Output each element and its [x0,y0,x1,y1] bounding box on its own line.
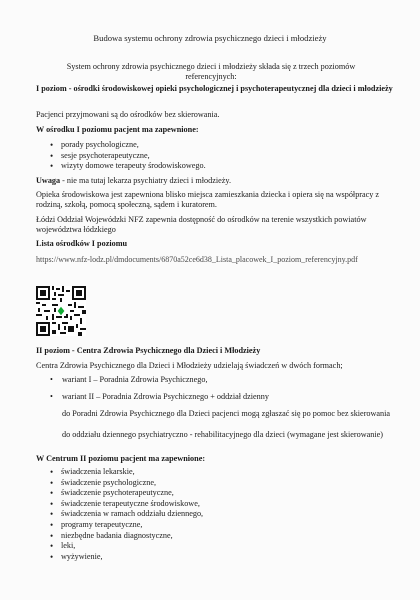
care-paragraph: Opieka środowiskowa jest zapewniona blisko miejsca zamieszkania dziecka i opiera się na współpracy z rodziną, szkołą, pomocą społeczną, sądem i kuratorem. [36,190,380,209]
attention-paragraph [36,176,398,186]
level1-list-heading: Lista ośrodków I poziomu [36,239,128,248]
list-item: • wyżywienie, [48,552,203,563]
list-item: • sesje psychoterapeutyczne, [48,151,206,162]
level2-heading: II poziom - Centra Zdrowia Psychicznego dla Dzieci i Młodzieży [36,346,261,355]
qr-code-icon [36,286,86,336]
level2-provides-list [48,467,203,562]
list-item: • świadczenia w ramach oddziału dziennego, [48,509,203,520]
variant1-item: • wariant I – Poradnia Zdrowia Psychicznego, [62,375,208,384]
attention-text: - nie ma tutaj lekarza psychiatry dzieci i młodzieży. [60,176,231,185]
attention-label: Uwaga [36,176,61,185]
variant2-item: • wariant II – Poradnia Zdrowia Psychicznego + oddział dzienny [62,392,269,401]
level2-intro: Centra Zdrowia Psychicznego dla Dzieci i Młodzieży udzielają świadczeń w dwóch formach; [36,361,343,370]
variant2-detail1: do Poradni Zdrowia Psychicznego dla Dzieci pacjenci mogą zgłaszać się po pomoc bez skierowania [62,409,391,418]
list-item: • wizyty domowe terapeuty środowiskowego. [48,161,206,172]
list-item: • programy terapeutyczne, [48,520,203,531]
document-title: Budowa systemu ochrony zdrowia psychicznego dzieci i młodzieży [93,33,327,43]
list-item: • świadczenie psychoterapeutyczne, [48,488,203,499]
level1-provides-list [48,140,206,172]
level1-heading: I poziom - ośrodki środowiskowej opieki psychologicznej i psychoterapeutycznej dla dzieci i młodzieży [36,84,393,93]
level1-provides-heading: W ośrodku I poziomu pacjent ma zapewnione: [36,125,199,134]
list-item: • niezbędne badania diagnostyczne, [48,531,203,542]
nfz-paragraph: Łódzi Oddział Wojewódzki NFZ zapewnia dostępność do ośrodków na terenie wszystkich powiatów województwa łódzkiego [36,215,367,234]
list-item: • leki, [48,541,203,552]
list-item: • porady psychologiczne, [48,140,206,151]
level2-provides-heading: W Centrum II poziomu pacjent ma zapewnione: [36,454,206,463]
level1-list-link[interactable]: https://www.nfz-lodz.pl/dmdocuments/6870a52ce6d38_Lista_placowek_I_poziom_referencyjny.pdf [36,255,358,264]
level1-note: Pacjenci przyjmowani są do ośrodków bez skierowania. [36,110,220,119]
list-item: • świadczenie terapeutyczne środowiskowe, [48,499,203,510]
intro-paragraph: System ochrony zdrowia psychicznego dzieci i młodzieży składa się z trzech poziomów referencyjnych: [66,62,356,81]
variant2-detail2: do oddziału dziennego psychiatryczno - rehabilitacyjnego dla dzieci (wymagane jest skierowanie) [62,430,384,439]
list-item: • świadczenie psychologiczne, [48,478,203,489]
list-item: • świadczenia lekarskie, [48,467,203,478]
